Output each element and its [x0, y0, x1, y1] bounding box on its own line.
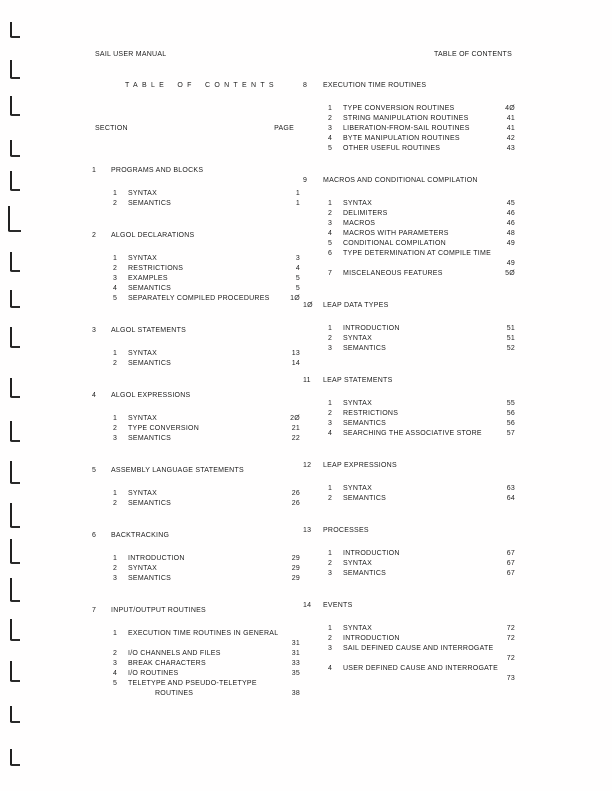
entry-number: 1 — [328, 400, 333, 407]
toc-entry — [303, 494, 515, 504]
entry-page-number: 1 — [295, 190, 300, 197]
toc-sections-left — [88, 166, 300, 699]
binder-mark — [8, 206, 21, 232]
toc-entry — [303, 324, 515, 334]
entry-number: 2 — [113, 360, 118, 367]
section-title: LEAP EXPRESSIONS — [323, 462, 397, 469]
entry-number: 1 — [328, 105, 333, 112]
section-number: 5 — [92, 467, 97, 474]
toc-entry — [88, 264, 300, 274]
entry-number: 2 — [328, 495, 333, 502]
binder-mark — [10, 252, 20, 272]
entry-label: LIBERATION-FROM-SAIL ROUTINES — [343, 125, 470, 132]
entry-label: I/O ROUTINES — [128, 670, 179, 677]
entry-number: 4 — [328, 430, 333, 437]
toc-entry — [303, 229, 515, 239]
section-title: PROCESSES — [323, 527, 369, 534]
entry-label: SEMANTICS — [128, 360, 172, 367]
entry-page-number: 2Ø — [290, 415, 300, 422]
entry-label: SEMANTICS — [128, 435, 172, 442]
entry-page-number: 29 — [291, 575, 300, 582]
entry-label: SYNTAX — [128, 255, 157, 262]
toc-section — [303, 526, 515, 579]
entry-number: 4 — [328, 665, 333, 672]
entry-number: 3 — [328, 570, 333, 577]
entry-number: 1 — [113, 255, 118, 262]
entry-number: 3 — [113, 435, 118, 442]
page-column-label: PAGE — [274, 125, 294, 132]
toc-entry — [88, 574, 300, 584]
section-title: EXECUTION TIME ROUTINES — [323, 82, 427, 89]
entry-page-number: 46 — [506, 220, 515, 227]
entry-page-number: 56 — [506, 420, 515, 427]
toc-section-heading — [303, 301, 515, 311]
entry-page-number: 48 — [506, 230, 515, 237]
binder-mark — [10, 749, 20, 766]
toc-entry — [303, 104, 515, 114]
toc-section-heading — [88, 231, 300, 241]
binder-mark — [10, 661, 20, 682]
binder-mark — [10, 421, 20, 442]
entry-page-number: 5 — [295, 285, 300, 292]
toc-entry — [88, 284, 300, 294]
section-number: 4 — [92, 392, 97, 399]
entry-label: TELETYPE AND PSEUDO-TELETYPE — [128, 680, 257, 687]
entry-number: 5 — [113, 680, 118, 687]
toc-entry-continuation — [88, 689, 300, 699]
toc-entry — [88, 499, 300, 509]
toc-entry — [88, 629, 300, 639]
binder-mark — [10, 378, 20, 398]
entry-label: MISCELANEOUS FEATURES — [343, 270, 443, 277]
entry-label: INTRODUCTION — [128, 555, 185, 562]
toc-entry — [303, 644, 515, 654]
toc-section — [303, 376, 515, 439]
toc-section — [303, 81, 515, 154]
entry-label: MACROS — [343, 220, 376, 227]
binder-mark — [10, 539, 20, 564]
toc-entry — [88, 489, 300, 499]
entry-label: INTRODUCTION — [343, 325, 400, 332]
section-title: LEAP DATA TYPES — [323, 302, 389, 309]
entry-page-number: 67 — [506, 560, 515, 567]
entry-label: SYNTAX — [128, 190, 157, 197]
entry-label: SYNTAX — [343, 625, 372, 632]
entry-number: 2 — [328, 115, 333, 122]
entry-page-number: 38 — [291, 690, 300, 697]
entry-page-number: 72 — [506, 655, 515, 662]
column-labels — [88, 124, 300, 134]
entry-page-number: 57 — [506, 430, 515, 437]
entry-number: 3 — [328, 345, 333, 352]
entry-page-number: 67 — [506, 550, 515, 557]
entry-label: STRING MANIPULATION ROUTINES — [343, 115, 469, 122]
section-title: LEAP STATEMENTS — [323, 377, 393, 384]
entry-label: USER DEFINED CAUSE AND INTERROGATE — [343, 665, 499, 672]
entry-number: 1 — [113, 490, 118, 497]
entry-page-number: 26 — [291, 500, 300, 507]
entry-page-number: 72 — [506, 625, 515, 632]
toc-entry — [303, 114, 515, 124]
entry-number: 2 — [113, 650, 118, 657]
entry-label-continued: ROUTINES — [155, 690, 194, 697]
toc-section-heading — [303, 176, 515, 186]
toc-entry — [303, 134, 515, 144]
entry-label: EXAMPLES — [128, 275, 168, 282]
entry-number: 2 — [113, 265, 118, 272]
toc-entry — [303, 144, 515, 154]
entry-number: 2 — [328, 410, 333, 417]
toc-entry — [303, 664, 515, 674]
entry-number: 2 — [113, 565, 118, 572]
entry-label: SYNTAX — [343, 485, 372, 492]
toc-entry — [88, 424, 300, 434]
entry-page-number: 41 — [506, 125, 515, 132]
entry-label: TYPE DETERMINATION AT COMPILE TIME — [343, 250, 492, 257]
toc-entry — [303, 429, 515, 439]
entry-page-number: 21 — [291, 425, 300, 432]
binder-mark — [10, 22, 20, 38]
entry-number: 1 — [113, 350, 118, 357]
toc-section-heading — [88, 166, 300, 176]
entry-number: 6 — [328, 250, 333, 257]
entry-number: 2 — [113, 500, 118, 507]
toc-section-heading — [303, 376, 515, 386]
toc-entry-page-row — [303, 259, 515, 269]
entry-number: 4 — [113, 285, 118, 292]
entry-number: 2 — [328, 560, 333, 567]
entry-label: SEPARATELY COMPILED PROCEDURES — [128, 295, 270, 302]
entry-page-number: 49 — [506, 240, 515, 247]
entry-label: SYNTAX — [343, 560, 372, 567]
toc-entry — [303, 344, 515, 354]
section-column-label: SECTION — [95, 125, 128, 132]
entry-number: 2 — [113, 200, 118, 207]
entry-page-number: 4Ø — [505, 105, 515, 112]
entry-label: SYNTAX — [128, 350, 157, 357]
entry-page-number: 14 — [291, 360, 300, 367]
entry-number: 4 — [328, 135, 333, 142]
entry-label: SYNTAX — [343, 335, 372, 342]
toc-section-heading — [303, 601, 515, 611]
entry-number: 3 — [113, 660, 118, 667]
section-number: 7 — [92, 607, 97, 614]
toc-entry — [88, 564, 300, 574]
entry-label: SEMANTICS — [343, 420, 387, 427]
section-number: 13 — [303, 527, 312, 534]
entry-number: 3 — [328, 645, 333, 652]
entry-page-number: 1Ø — [290, 295, 300, 302]
toc-entry — [303, 239, 515, 249]
section-title: INPUT/OUTPUT ROUTINES — [111, 607, 206, 614]
section-title: PROGRAMS AND BLOCKS — [111, 167, 204, 174]
entry-label: SEMANTICS — [128, 575, 172, 582]
toc-entry — [303, 569, 515, 579]
binder-mark — [10, 290, 20, 308]
entry-label: RESTRICTIONS — [343, 410, 399, 417]
section-number: 11 — [303, 377, 311, 384]
entry-label: DELIMITERS — [343, 210, 388, 217]
section-title: ALGOL DECLARATIONS — [111, 232, 195, 239]
page-header — [95, 50, 512, 60]
binder-mark — [10, 503, 20, 528]
toc-entry — [88, 274, 300, 284]
entry-number: 2 — [328, 335, 333, 342]
entry-number: 1 — [328, 325, 333, 332]
entry-label: RESTRICTIONS — [128, 265, 184, 272]
entry-number: 1 — [113, 630, 118, 637]
entry-page-number: 4 — [295, 265, 300, 272]
toc-entry — [88, 679, 300, 689]
entry-label: SEMANTICS — [343, 345, 387, 352]
section-number: 6 — [92, 532, 97, 539]
toc-entry — [303, 409, 515, 419]
section-title: ASSEMBLY LANGUAGE STATEMENTS — [111, 467, 244, 474]
entry-number: 1 — [328, 200, 333, 207]
entry-label: SEMANTICS — [343, 570, 387, 577]
toc-section — [88, 231, 300, 304]
entry-number: 3 — [328, 420, 333, 427]
binder-mark — [10, 327, 20, 348]
entry-number: 1 — [328, 485, 333, 492]
toc-entry — [88, 359, 300, 369]
toc-section — [88, 326, 300, 369]
entry-page-number: 49 — [506, 260, 515, 267]
entry-page-number: 5Ø — [505, 270, 515, 277]
toc-column-left — [88, 81, 300, 721]
entry-page-number: 35 — [291, 670, 300, 677]
toc-section — [88, 166, 300, 209]
entry-label: SEMANTICS — [128, 200, 172, 207]
entry-label: EXECUTION TIME ROUTINES IN GENERAL — [128, 630, 279, 637]
toc-entry — [88, 349, 300, 359]
toc-entry-page-row — [303, 654, 515, 664]
toc-entry — [303, 334, 515, 344]
entry-number: 1 — [328, 550, 333, 557]
entry-label: SYNTAX — [128, 565, 157, 572]
entry-label: SYNTAX — [343, 200, 372, 207]
toc-entry — [303, 219, 515, 229]
section-title: EVENTS — [323, 602, 353, 609]
entry-number: 2 — [113, 425, 118, 432]
entry-page-number: 5 — [295, 275, 300, 282]
section-number: 9 — [303, 177, 308, 184]
toc-entry — [88, 199, 300, 209]
entry-page-number: 3 — [295, 255, 300, 262]
toc-entry — [303, 249, 515, 259]
entry-number: 3 — [113, 275, 118, 282]
toc-section-heading — [88, 531, 300, 541]
entry-label: BYTE MANIPULATION ROUTINES — [343, 135, 460, 142]
entry-number: 3 — [328, 220, 333, 227]
section-number: 1Ø — [303, 302, 313, 309]
toc-section — [88, 531, 300, 584]
toc-entry — [88, 294, 300, 304]
entry-number: 5 — [328, 240, 333, 247]
toc-section-heading — [88, 326, 300, 336]
toc-entry — [88, 659, 300, 669]
toc-entry — [88, 554, 300, 564]
entry-number: 2 — [328, 210, 333, 217]
entry-label: INTRODUCTION — [343, 635, 400, 642]
binder-mark — [10, 619, 20, 641]
toc-entry-page-row — [88, 639, 300, 649]
entry-label: SEARCHING THE ASSOCIATIVE STORE — [343, 430, 482, 437]
entry-page-number: 73 — [506, 675, 515, 682]
binder-mark — [10, 60, 20, 79]
toc-entry — [88, 414, 300, 424]
entry-number-spacer — [113, 689, 128, 699]
entry-page-number: 55 — [506, 400, 515, 407]
toc-entry — [303, 199, 515, 209]
toc-entry — [88, 434, 300, 444]
toc-section — [303, 176, 515, 279]
toc-entry — [303, 419, 515, 429]
toc-entry — [88, 649, 300, 659]
entry-label: INTRODUCTION — [343, 550, 400, 557]
section-title: ALGOL STATEMENTS — [111, 327, 187, 334]
binder-mark — [10, 578, 20, 602]
binder-mark — [10, 96, 20, 116]
entry-page-number: 52 — [506, 345, 515, 352]
entry-page-number: 51 — [506, 335, 515, 342]
entry-label: SEMANTICS — [128, 500, 172, 507]
toc-entry — [303, 549, 515, 559]
toc-column-right — [303, 81, 515, 706]
entry-page-number: 41 — [506, 115, 515, 122]
toc-entry — [303, 124, 515, 134]
toc-section — [88, 466, 300, 509]
entry-page-number: 72 — [506, 635, 515, 642]
toc-section — [303, 461, 515, 504]
toc-section — [303, 301, 515, 354]
toc-sections-right — [303, 81, 515, 684]
header-left-text: SAIL USER MANUAL — [95, 51, 167, 58]
entry-number: 4 — [113, 670, 118, 677]
entry-page-number: 31 — [291, 640, 300, 647]
entry-label: TYPE CONVERSION — [128, 425, 200, 432]
entry-page-number: 45 — [506, 200, 515, 207]
toc-entry — [303, 399, 515, 409]
entry-number: 1 — [113, 415, 118, 422]
entry-page-number: 46 — [506, 210, 515, 217]
entry-page-number: 42 — [506, 135, 515, 142]
page-title: TABLE OF CONTENTS — [125, 82, 278, 89]
binder-mark — [10, 171, 20, 191]
entry-page-number: 22 — [291, 435, 300, 442]
entry-number: 4 — [328, 230, 333, 237]
toc-section-heading — [88, 606, 300, 616]
entry-page-number: 26 — [291, 490, 300, 497]
entry-number: 1 — [113, 555, 118, 562]
toc-section-heading — [303, 81, 515, 91]
toc-section-heading — [303, 526, 515, 536]
toc-entry — [303, 624, 515, 634]
entry-label: SEMANTICS — [343, 495, 387, 502]
toc-section — [88, 391, 300, 444]
entry-label: SEMANTICS — [128, 285, 172, 292]
section-number: 8 — [303, 82, 308, 89]
toc-entry — [303, 269, 515, 279]
toc-entry — [303, 209, 515, 219]
entry-page-number: 33 — [291, 660, 300, 667]
entry-page-number: 64 — [506, 495, 515, 502]
toc-entry — [303, 634, 515, 644]
header-right-text: TABLE OF CONTENTS — [433, 51, 512, 58]
entry-label: TYPE CONVERSION ROUTINES — [343, 105, 455, 112]
entry-number: 1 — [113, 190, 118, 197]
toc-section-heading — [88, 466, 300, 476]
entry-page-number: 63 — [506, 485, 515, 492]
section-number: 2 — [92, 232, 97, 239]
section-title: BACKTRACKING — [111, 532, 170, 539]
entry-page-number: 43 — [506, 145, 515, 152]
section-number: 1 — [92, 167, 97, 174]
section-title: ALGOL EXPRESSIONS — [111, 392, 191, 399]
entry-label: CONDITIONAL COMPILATION — [343, 240, 446, 247]
toc-section-heading — [303, 461, 515, 471]
entry-number: 5 — [328, 145, 333, 152]
section-number: 3 — [92, 327, 97, 334]
toc-entry — [88, 669, 300, 679]
entry-number: 5 — [113, 295, 118, 302]
entry-label: MACROS WITH PARAMETERS — [343, 230, 449, 237]
entry-label: SYNTAX — [128, 490, 157, 497]
entry-page-number: 1 — [295, 200, 300, 207]
toc-entry — [88, 254, 300, 264]
entry-number: 3 — [113, 575, 118, 582]
entry-page-number: 29 — [291, 565, 300, 572]
entry-number: 1 — [328, 625, 333, 632]
entry-page-number: 29 — [291, 555, 300, 562]
toc-entry — [303, 559, 515, 569]
entry-label: BREAK CHARACTERS — [128, 660, 206, 667]
toc-section — [303, 601, 515, 684]
section-number: 12 — [303, 462, 312, 469]
binder-mark — [10, 706, 20, 723]
section-number: 14 — [303, 602, 312, 609]
binder-mark — [10, 461, 20, 484]
toc-section — [88, 606, 300, 699]
toc-entry — [303, 484, 515, 494]
entry-page-number: 31 — [291, 650, 300, 657]
entry-number: 3 — [328, 125, 333, 132]
binder-mark — [10, 140, 20, 157]
entry-label: OTHER USEFUL ROUTINES — [343, 145, 441, 152]
entry-label: I/O CHANNELS AND FILES — [128, 650, 221, 657]
entry-number: 7 — [328, 270, 333, 277]
entry-page-number: 56 — [506, 410, 515, 417]
entry-page-number: 67 — [506, 570, 515, 577]
section-title: MACROS AND CONDITIONAL COMPILATION — [323, 177, 478, 184]
entry-label: SYNTAX — [343, 400, 372, 407]
toc-entry — [88, 189, 300, 199]
toc-section-heading — [88, 391, 300, 401]
entry-label: SAIL DEFINED CAUSE AND INTERROGATE — [343, 645, 494, 652]
toc-entry-page-row — [303, 674, 515, 684]
entry-page-number: 13 — [291, 350, 300, 357]
entry-number: 2 — [328, 635, 333, 642]
entry-label: SYNTAX — [128, 415, 157, 422]
entry-page-number: 51 — [506, 325, 515, 332]
